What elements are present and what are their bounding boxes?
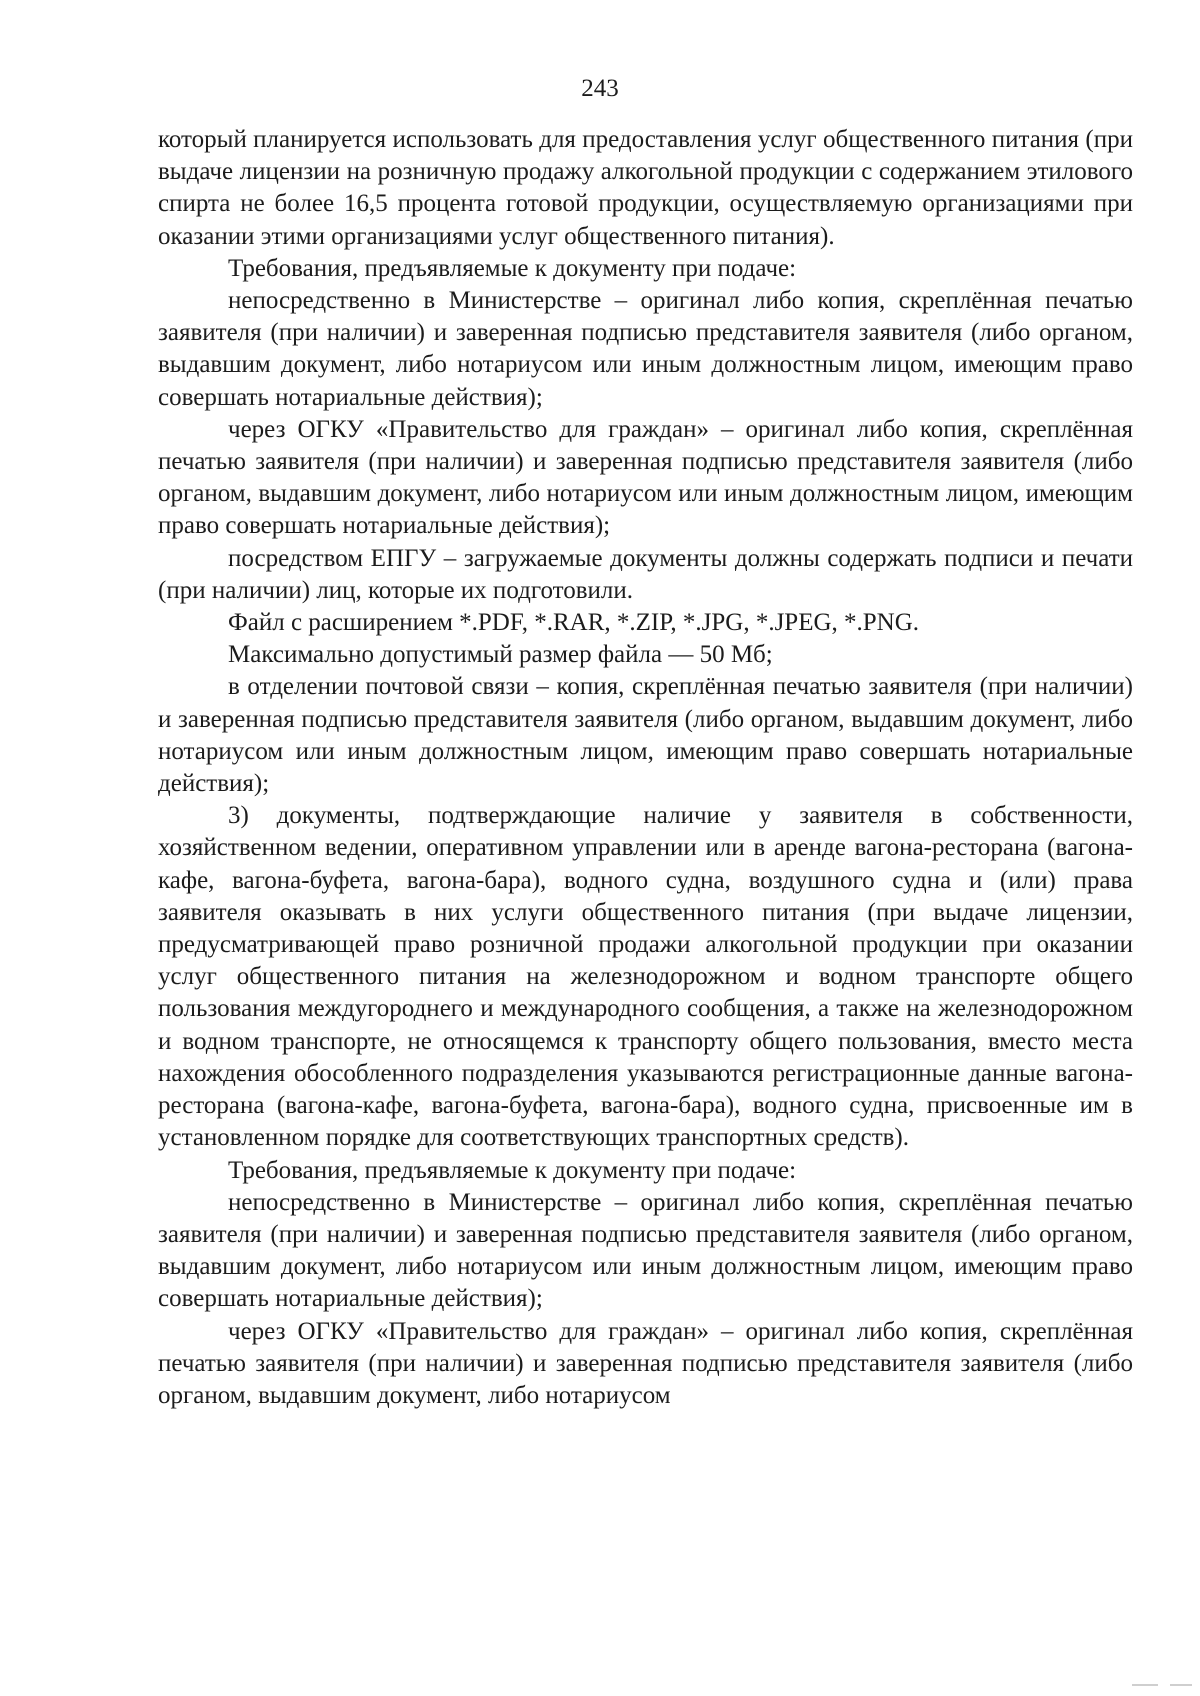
paragraph-requirements-heading: Требования, предъявляемые к документу при подаче:	[228, 254, 797, 282]
document-body	[158, 124, 1133, 1412]
paragraph-ministry-submission: непосредственно в Министерстве – оригинал либо копия, скреплённая печатью заявителя (при наличии) и заверенная подписью представителя заявителя (либо органом, выдавшим документ, либо нотариусом или иным должностным лицом, имеющим право совершать нотариальные действия);	[158, 287, 1133, 411]
page-number: 243	[581, 75, 619, 102]
paragraph-post-office-submission: в отделении почтовой связи – копия, скреплённая печатью заявителя (при наличии) и заверенная подписью представителя заявителя (либо органом, выдавшим документ, либо нотариусом или иным должностным лицом, имеющим право совершать нотариальные действия);	[158, 673, 1133, 798]
paragraph-file-extensions: Файл с расширением *.PDF, *.RAR, *.ZIP, *.JPG, *.JPEG, *.PNG.	[228, 609, 920, 637]
paragraph-ogku-submission-2: через ОГКУ «Правительство для граждан» – оригинал либо копия, скреплённая печатью заявителя (при наличии) и заверенная подписью представителя заявителя (либо органом, выдавшим документ, либо нотариусом	[158, 1317, 1133, 1409]
scan-edge-mark	[1132, 1684, 1158, 1686]
paragraph-requirements-heading-2: Требования, предъявляемые к документу при подаче:	[228, 1156, 797, 1184]
paragraph-item-3-documents: 3) документы, подтверждающие наличие у заявителя в собственности, хозяйственном ведении, оперативном управлении или в аренде вагона-ресторана (вагона-кафе, вагона-буфета, вагона-бара), водного судна, воздушного судна и (или) права заявителя оказывать в них услуги общественного питания (при выдаче лицензии, предусматривающей право розничной продажи алкогольной продукции при оказании услуг общественного питания на железнодорожном и водном транспорте общего пользования междугороднего и международного сообщения, а также на железнодорожном и водном транспорте, не относящемся к транспорту общего пользования, вместо места нахождения обособленного подразделения указываются регистрационные данные вагона-ресторана (вагона-кафе, вагона-буфета, вагона-бара), водного судна, присвоенные им в установленном порядке для соответствующих транспортных средств).	[158, 802, 1133, 1152]
paragraph-ogku-submission: через ОГКУ «Правительство для граждан» – оригинал либо копия, скреплённая печатью заявителя (при наличии) и заверенная подписью представителя заявителя (либо органом, выдавшим документ, либо нотариусом или иным должностным лицом, имеющим право совершать нотариальные действия);	[158, 415, 1133, 540]
paragraph-ministry-submission-2: непосредственно в Министерстве – оригинал либо копия, скреплённая печатью заявителя (при наличии) и заверенная подписью представителя заявителя (либо органом, выдавшим документ, либо нотариусом или иным должностным лицом, имеющим право совершать нотариальные действия);	[158, 1188, 1133, 1313]
paragraph-continuation: который планируется использовать для предоставления услуг общественного питания (при выдаче лицензии на розничную продажу алкогольной продукции с содержанием этилового спирта не более 16,5 процента готовой продукции, осуществляемую организациями при оказании этими организациями услуг общественного питания).	[158, 126, 1133, 250]
paragraph-max-file-size: Максимально допустимый размер файла — 50 Мб;	[228, 641, 773, 669]
paragraph-epgu-submission: посредством ЕПГУ – загружаемые документы должны содержать подписи и печати (при наличии) лиц, которые их подготовили.	[158, 544, 1133, 604]
scan-edge-mark	[1170, 1684, 1192, 1686]
